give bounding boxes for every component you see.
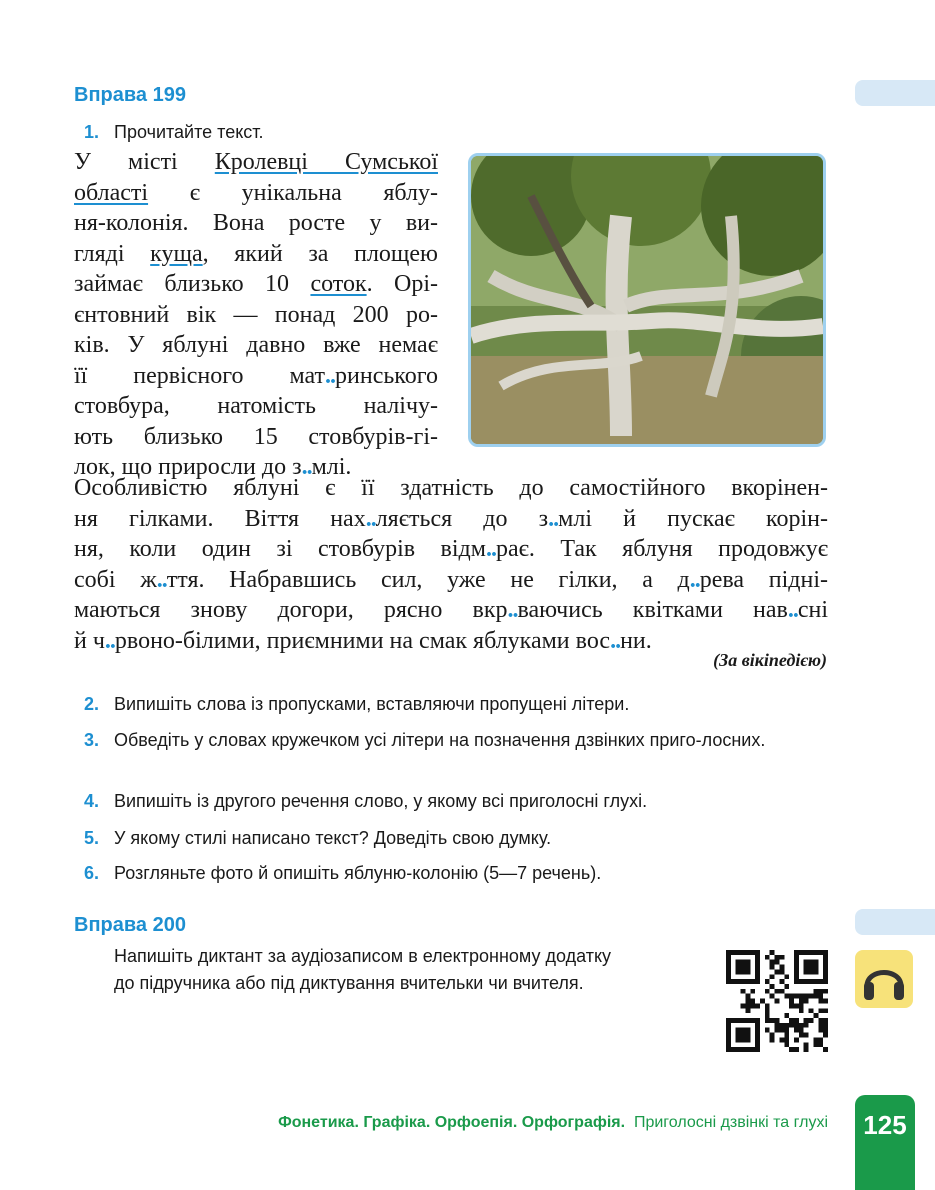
- text-segment: млі.: [311, 454, 352, 480]
- text-segment: собі ж: [74, 566, 157, 593]
- underlined-word: куща: [150, 240, 203, 267]
- text-segment: ня-колонія. Вона росте у ви-: [74, 210, 438, 236]
- source-note: (За вікіпедією): [713, 650, 827, 670]
- text-segment: й ч: [74, 627, 105, 654]
- task-text: Прочитайте текст.: [114, 122, 264, 142]
- apple-tree-photo: [468, 153, 826, 447]
- text-segment: ня, коли один зі стовбурів відм: [74, 536, 486, 562]
- text-segment: рвоно-білими, приємними на смак яблуками вос: [114, 627, 611, 654]
- text-segment: ринського: [335, 362, 438, 389]
- text-line: [74, 391, 438, 422]
- text-line: [74, 473, 828, 504]
- task-text: Обведіть у словах кружечком усі літери на позначення дзвінких приго-лосних.: [114, 730, 766, 750]
- underlined-word: області: [74, 179, 149, 206]
- text-segment: лок, що приросли до з: [74, 454, 302, 480]
- task-item: [84, 692, 835, 717]
- task-item: [84, 826, 835, 851]
- task-number: 3.: [84, 730, 100, 750]
- text-line: [74, 422, 438, 453]
- text-segment: маються знову догори, рясно вкр: [74, 597, 508, 623]
- text-segment: гляді: [74, 240, 151, 267]
- text-line: [74, 147, 438, 178]
- missing-letter-gap: ..: [104, 627, 115, 654]
- missing-letter-gap: ..: [689, 566, 700, 593]
- text-line: [74, 269, 438, 300]
- task-number: 5.: [84, 828, 100, 848]
- missing-letter-gap: ..: [610, 627, 621, 654]
- exercise-200-heading: Вправа 200: [74, 914, 186, 936]
- text-segment: ття. Набравшись сил, уже не гілки, а д: [166, 566, 690, 593]
- reading-text-full: [74, 473, 828, 656]
- exercise-200-line-2: до підручника або під диктування вчительки чи вчителя.: [114, 973, 584, 993]
- text-line: [74, 595, 828, 626]
- text-segment: ни.: [620, 627, 652, 654]
- text-segment: займає близько 10: [74, 271, 311, 297]
- text-segment: ваючись квітками нав: [517, 597, 788, 623]
- text-line: [74, 534, 828, 565]
- footer-section: Фонетика. Графіка. Орфоепія. Орфографія.: [278, 1114, 626, 1131]
- text-line: [74, 208, 438, 239]
- text-segment: . Орі-: [366, 271, 438, 297]
- text-line: [74, 504, 828, 535]
- task-item: [84, 789, 835, 814]
- text-line: [74, 300, 438, 331]
- task-number: 6.: [84, 863, 100, 883]
- text-segment: ків. У яблуні давно вже немає: [74, 332, 438, 358]
- text-segment: сні: [797, 597, 829, 623]
- footer-line: [278, 1114, 828, 1132]
- task-number: 4.: [84, 791, 100, 811]
- text-segment: Особливістю яблуні є її здатність до самостійного вкорінен-: [74, 475, 828, 501]
- apple-tree-photo-icon: [471, 156, 823, 444]
- missing-letter-gap: ..: [507, 597, 518, 623]
- underlined-word: соток: [310, 271, 367, 297]
- footer-topic: Приголосні дзвінкі та глухі: [633, 1114, 828, 1131]
- text-segment: ють близько 15 стовбурів-гі-: [74, 423, 438, 450]
- text-segment: єнтовний вік — понад 200 ро-: [74, 301, 438, 328]
- task-text: Випишіть із другого речення слово, у якому всі приголосні глухі.: [114, 791, 648, 811]
- missing-letter-gap: ..: [301, 454, 312, 480]
- reading-text-left: [74, 147, 438, 483]
- missing-letter-gap: ..: [365, 505, 376, 532]
- task-1: [84, 120, 835, 145]
- text-line: [74, 239, 438, 270]
- margin-tab-200: [855, 909, 935, 935]
- task-text: У якому стилі написано текст? Доведіть свою думку.: [114, 828, 552, 848]
- task-text: Випишіть слова із пропусками, вставляючи пропущені літери.: [114, 694, 630, 714]
- exercise-199-heading: Вправа 199: [74, 84, 186, 106]
- text-segment: рає. Так яблуня продовжує: [495, 536, 828, 562]
- text-segment: ня гілками. Віття нах: [74, 505, 366, 532]
- qr-code-icon[interactable]: [726, 950, 828, 1052]
- margin-tab-199: [855, 80, 935, 106]
- exercise-200-line-1: Напишіть диктант за аудіозаписом в електронному додатку: [114, 946, 612, 966]
- text-segment: її первісного мат: [74, 362, 326, 389]
- missing-letter-gap: ..: [325, 362, 336, 389]
- text-line: [74, 178, 438, 209]
- task-item: [84, 861, 835, 886]
- task-text: Розгляньте фото й опишіть яблуню-колонію (5—7 речень).: [114, 863, 602, 883]
- text-segment: стовбура, натомість налічу-: [74, 393, 438, 419]
- underlined-word: Кролевці Сумської: [214, 149, 438, 175]
- task-number: 1.: [84, 122, 100, 142]
- text-line: [74, 565, 828, 596]
- text-segment: млі й пускає корін-: [558, 505, 828, 532]
- missing-letter-gap: ..: [156, 566, 167, 593]
- text-line: [74, 361, 438, 392]
- text-line: [74, 330, 438, 361]
- task-item: [84, 728, 835, 753]
- text-segment: рева підні-: [699, 566, 828, 593]
- text-segment: ляється до з: [375, 505, 549, 532]
- text-segment: , який за площею: [202, 240, 438, 267]
- task-number: 2.: [84, 694, 100, 714]
- missing-letter-gap: ..: [787, 597, 798, 623]
- missing-letter-gap: ..: [548, 505, 559, 532]
- headphones-icon[interactable]: [855, 950, 913, 1008]
- text-segment: У місті: [74, 149, 215, 175]
- missing-letter-gap: ..: [485, 536, 496, 562]
- page-number: 125: [863, 1110, 907, 1140]
- text-segment: є унікальна яблу-: [148, 179, 438, 206]
- exercise-200-text: [114, 943, 611, 997]
